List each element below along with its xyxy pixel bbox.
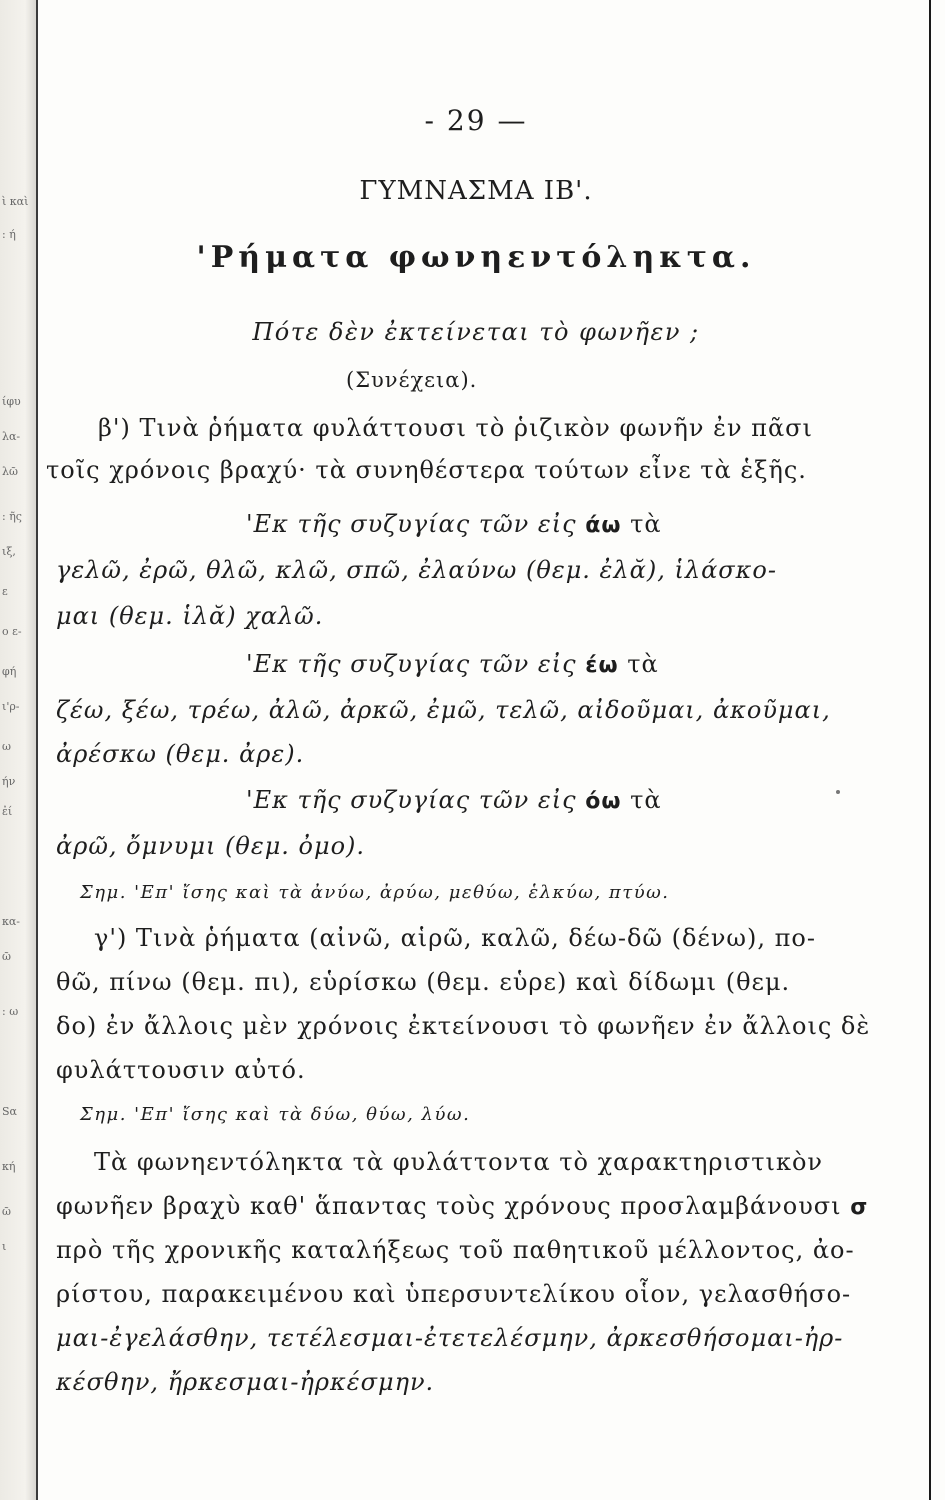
page-border	[929, 0, 931, 1500]
final-paragraph-line-6: κέσθην, ἤρκεσμαι-ἠρκέσμην.	[56, 1368, 435, 1396]
exercise-title: ΓΥΜΝΑΣΜΑ ΙΒ'.	[359, 176, 593, 206]
section-b-line-2: τοῖς χρόνοις βραχύ· τὰ συνηθέστερα τούτων εἶνε τὰ ἑξῆς.	[46, 456, 807, 484]
page-content	[36, 0, 916, 1500]
ink-speck	[836, 790, 840, 794]
section-c-line-3: δο) ἐν ἄλλοις μὲν χρόνοις ἐκτείνουσι τὸ φωνῆεν ἐν ἄλλοις δὲ	[56, 1012, 871, 1040]
group-ew-intro: 'Εκ τῆς συζυγίας τῶν εἰς έω τὰ	[246, 650, 659, 678]
final-paragraph-line-1: Τὰ φωνηεντόληκτα τὰ φυλάττοντα τὸ χαρακτηριστικὸν	[94, 1148, 823, 1176]
group-aw-line-2: μαι (θεμ. ἱλᾰ) χαλῶ.	[56, 602, 324, 630]
question-heading: Πότε δὲν ἐκτείνεται τὸ φωνῆεν ;	[252, 318, 700, 346]
section-c-line-2: θῶ, πίνω (θεμ. πι), εὑρίσκω (θεμ. εὑρε) καὶ δίδωμι (θεμ.	[56, 968, 791, 996]
group-ew-line-2: ἀρέσκω (θεμ. ἀρε).	[56, 740, 305, 768]
note-1: Σημ. 'Επ' ἴσης καὶ τὰ ἀνύω, ἀρύω, μεθύω, ἑλκύω, πτύω.	[80, 882, 670, 903]
final-paragraph-line-4: ρίστου, παρακειμένου καὶ ὑπερσυντελίκου οἷον, γελασθήσο-	[56, 1280, 852, 1308]
ending-aw: άω	[585, 513, 622, 538]
previous-page-edge: ὶ καὶ : ή ίφυ λα- λῶ : ῆς ιξ, ε ο ε- φή ι'ρ- ω ήν ἐί κα- ῶ : ω Sα κή ῶ ι	[0, 0, 38, 1500]
final-paragraph-line-2: φωνῆεν βραχὺ καθ' ἅπαντας τοὺς χρόνους προσλαμβάνουσι σ	[56, 1192, 869, 1220]
group-aw-line-1: γελῶ, ἐρῶ, θλῶ, κλῶ, σπῶ, ἐλαύνω (θεμ. ἐλᾰ), ἱλάσκο-	[56, 556, 777, 584]
group-ow-line-1: ἀρῶ, ὄμνυμι (θεμ. ὀμο).	[56, 832, 366, 860]
section-c-line-4: φυλάττουσιν αὐτό.	[56, 1056, 306, 1084]
section-c-line-1: γ') Τινὰ ῥήματα (αἰνῶ, αἱρῶ, καλῶ, δέω-δῶ (δένω), πο-	[94, 924, 816, 952]
section-subtitle: 'Ρήματα φωνηεντόληκτα.	[196, 240, 756, 275]
final-paragraph-line-3: πρὸ τῆς χρονικῆς καταλήξεως τοῦ παθητικοῦ μέλλοντος, ἀο-	[56, 1236, 855, 1264]
group-ew-line-1: ζέω, ξέω, τρέω, ἀλῶ, ἀρκῶ, ἐμῶ, τελῶ, αἰδοῦμαι, ἀκοῦμαι,	[56, 696, 831, 724]
ending-ow: όω	[585, 789, 622, 814]
final-paragraph-line-5: μαι-ἐγελάσθην, τετέλεσμαι-ἐτετελέσμην, ἀρκεσθήσομαι-ἠρ-	[56, 1324, 844, 1352]
group-aw-intro: 'Εκ τῆς συζυγίας τῶν εἰς άω τὰ	[246, 510, 662, 538]
section-b-line-1: β') Τινὰ ῥήματα φυλάττουσι τὸ ῥιζικὸν φωνῆν ἐν πᾶσι	[98, 414, 813, 442]
page-number: - 29 —	[424, 104, 528, 137]
sigma-mark: σ	[850, 1195, 869, 1220]
group-ow-intro: 'Εκ τῆς συζυγίας τῶν εἰς όω τὰ	[246, 786, 662, 814]
continuation-label: (Συνέχεια).	[346, 368, 478, 392]
ending-ew: έω	[585, 653, 619, 678]
note-2: Σημ. 'Επ' ἴσης καὶ τὰ δύω, θύω, λύω.	[80, 1104, 471, 1125]
